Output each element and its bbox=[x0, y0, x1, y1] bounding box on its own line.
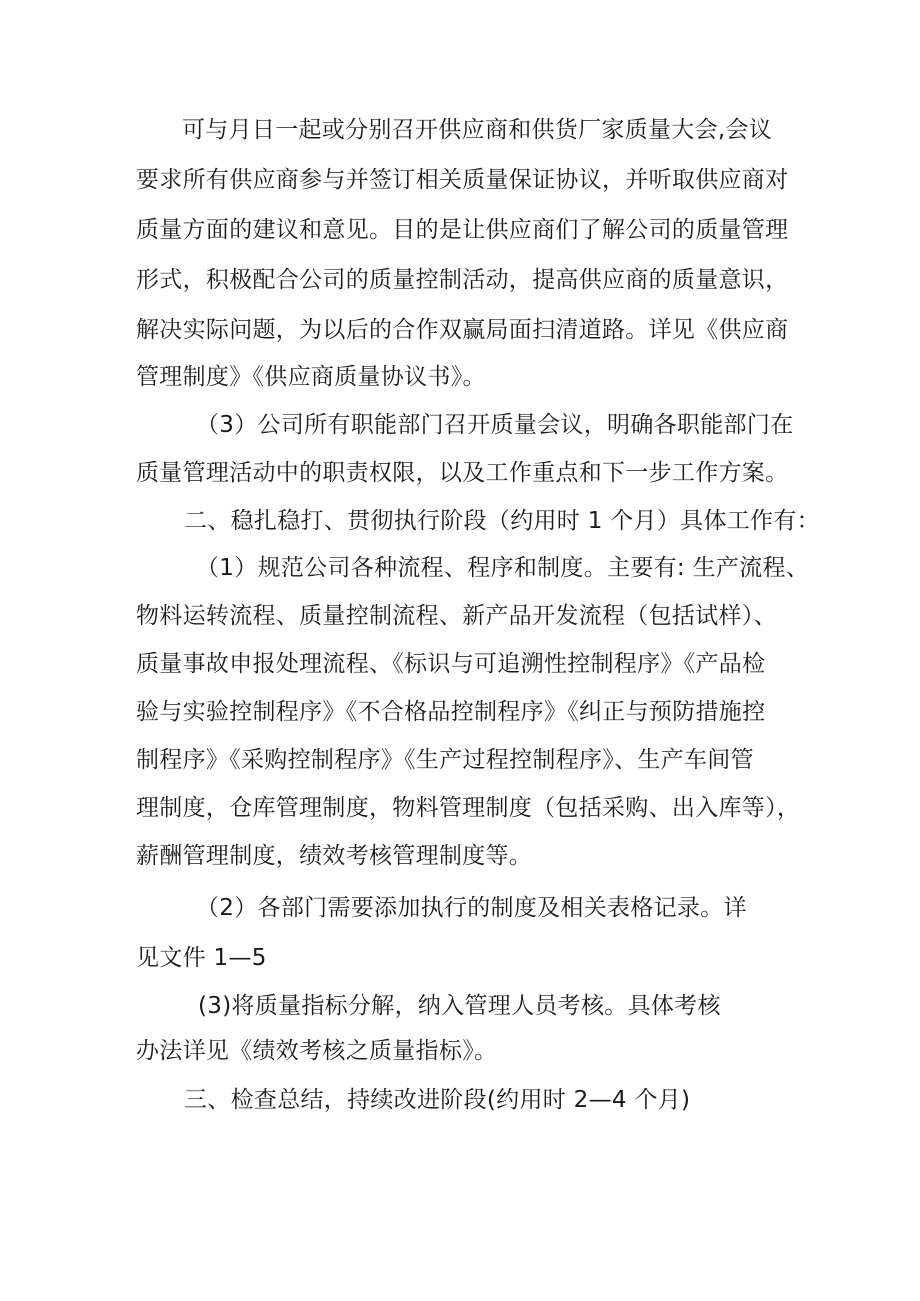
paragraph-line: 制程序》《采购控制程序》《生产过程控制程序》、生产车间管 bbox=[136, 747, 754, 773]
paragraph-line: 要求所有供应商参与并签订相关质量保证协议，并听取供应商对 bbox=[136, 167, 789, 193]
paragraph-line: 可与月日一起或分别召开供应商和供货厂家质量大会,会议 bbox=[182, 117, 773, 143]
paragraph-line: 验与实验控制程序》《不合格品控制程序》《纠正与预防措施控 bbox=[136, 699, 766, 725]
paragraph-line: 见文件 1—5 bbox=[136, 945, 267, 971]
paragraph-line: 质量管理活动中的职责权限，以及工作重点和下一步工作方案。 bbox=[136, 460, 789, 486]
paragraph-line: 质量方面的建议和意见。目的是让供应商们了解公司的质量管理 bbox=[136, 217, 789, 243]
section-heading: 二、稳扎稳打、贯彻执行阶段（约用时 1 个月）具体工作有： bbox=[184, 508, 820, 534]
paragraph-line: （3）公司所有职能部门召开质量会议，明确各职能部门在 bbox=[196, 412, 794, 438]
paragraph-line: 办法详见《绩效考核之质量指标》。 bbox=[136, 1038, 498, 1064]
paragraph-line: （1）规范公司各种流程、程序和制度。主要有: 生产流程、 bbox=[196, 555, 810, 581]
section-heading: 三、检查总结，持续改进阶段(约用时 2—4 个月) bbox=[184, 1087, 691, 1113]
paragraph-line: (3)将质量指标分解，纳入管理人员考核。具体考核 bbox=[198, 993, 721, 1019]
paragraph-line: 质量事故申报处理流程、《标识与可追溯性控制程序》《产品检 bbox=[136, 651, 766, 677]
paragraph-line: 物料运转流程、质量控制流程、新产品开发流程（包括试样）、 bbox=[136, 603, 777, 629]
paragraph-line: （2）各部门需要添加执行的制度及相关表格记录。详 bbox=[196, 895, 747, 921]
paragraph-line: 形式，积极配合公司的质量控制活动，提高供应商的质量意识， bbox=[136, 267, 789, 293]
paragraph-line: 理制度，仓库管理制度，物料管理制度（包括采购、出入库等）， bbox=[136, 795, 801, 821]
paragraph-line: 薪酬管理制度，绩效考核管理制度等。 bbox=[136, 843, 533, 869]
paragraph-line: 管理制度》《供应商质量协议书》。 bbox=[136, 364, 486, 390]
paragraph-line: 解决实际问题，为以后的合作双赢局面扫清道路。详见《供应商 bbox=[136, 317, 789, 343]
